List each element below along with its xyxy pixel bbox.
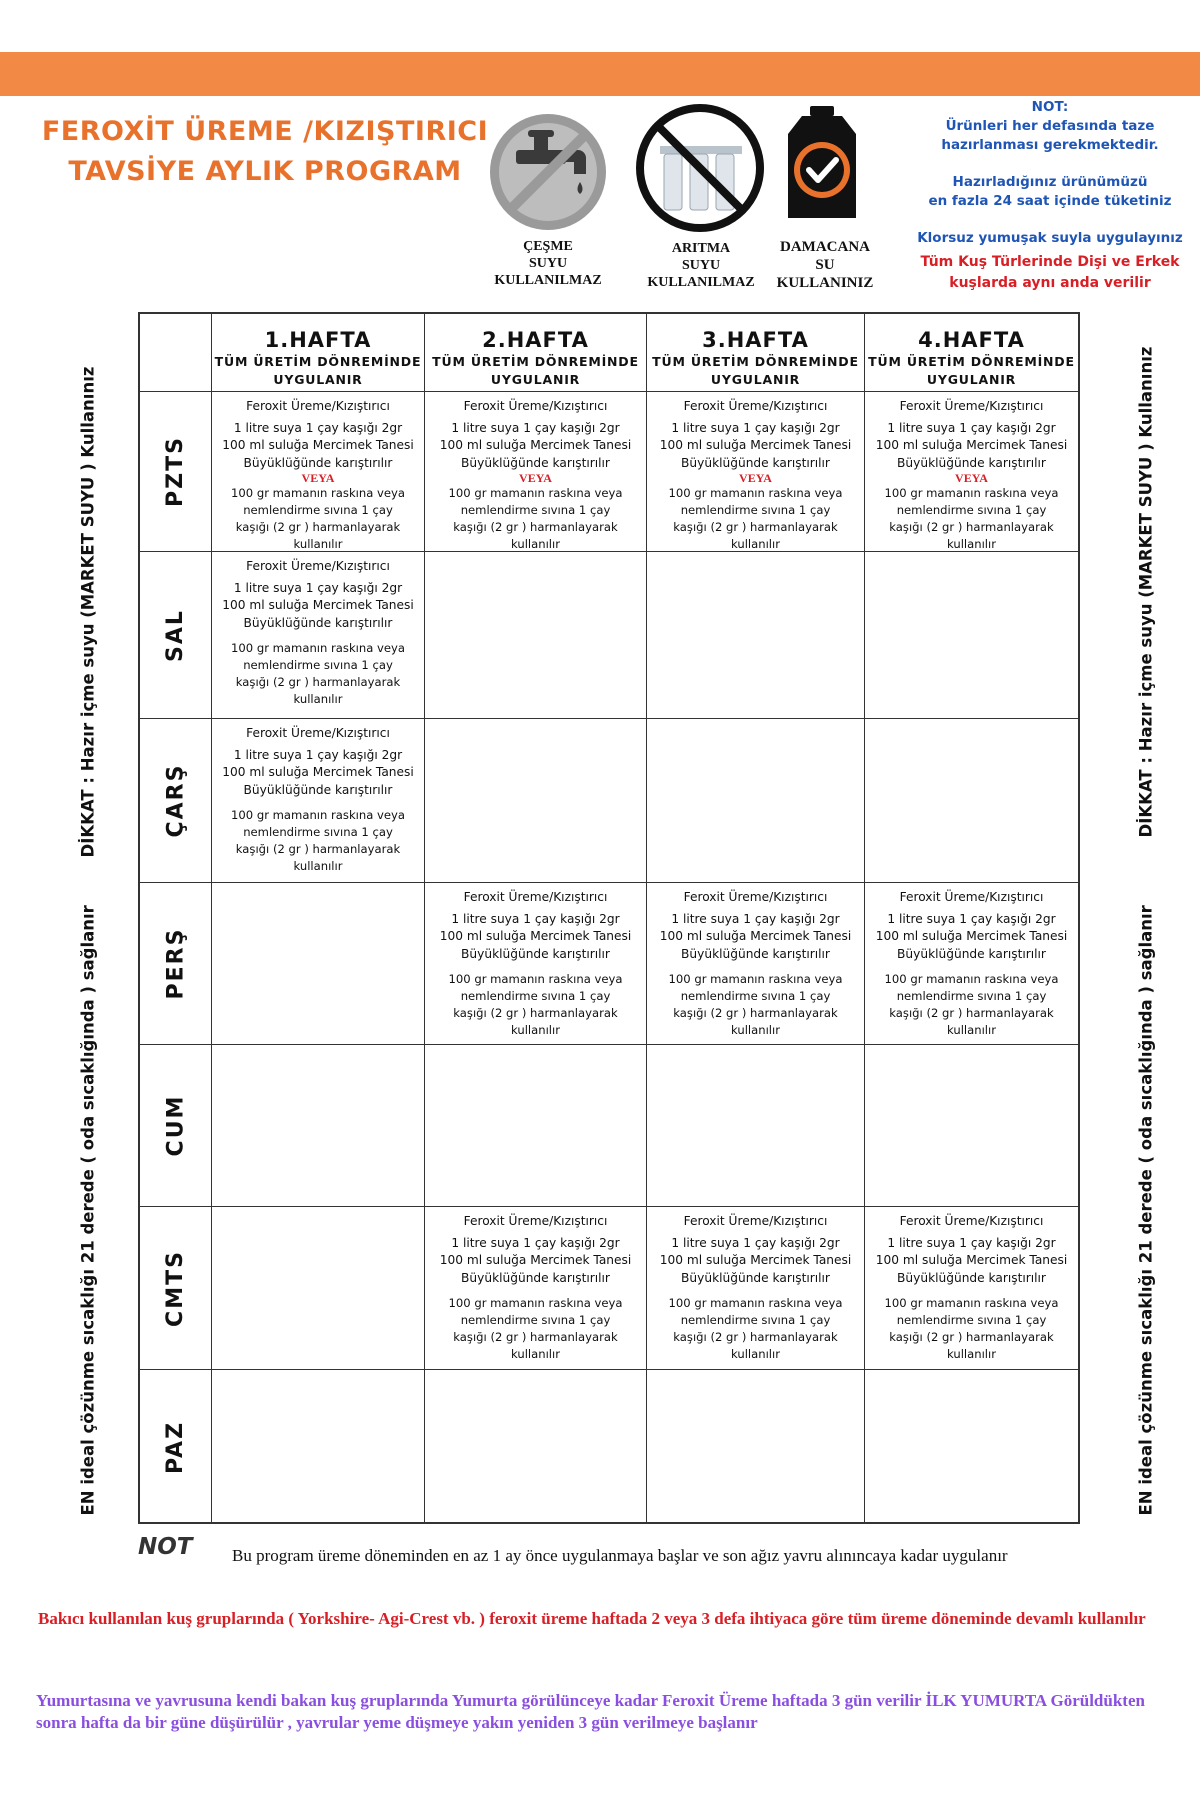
water-jug-label — [765, 238, 885, 292]
instruction-cell — [647, 392, 865, 552]
mix-line-1: 100 gr mamanın raskına veya — [231, 808, 405, 822]
tap-label-line-2: SUYU — [528, 256, 568, 271]
dose-line-3: Büyüklüğünde karıştırılır — [461, 946, 610, 961]
dose-line-2: 100 ml suluğa Mercimek Tanesi — [875, 1253, 1068, 1267]
week-header-2 — [425, 314, 647, 392]
mix-line-1: 100 gr mamanın raskına veya — [884, 972, 1059, 986]
mix-line-3: kaşığı (2 gr ) harmanlayarak — [453, 520, 618, 534]
filter-label-line-2: SUYU — [681, 258, 721, 273]
product-name: Feroxit Üreme/Kızıştırıcı — [899, 1214, 1044, 1228]
week-label: 4.HAFTA — [918, 328, 1025, 352]
side-note-right-top: DİKKAT : Hazır içme suyu (MARKET SUYU ) Kullanınız — [1136, 346, 1156, 838]
empty-cell — [212, 1370, 425, 1524]
notes-line-5: Klorsuz yumuşak suyla uygulayınız — [917, 230, 1183, 246]
day-label: CMTS — [163, 1249, 189, 1327]
dose-line-3: Büyüklüğünde karıştırılır — [243, 455, 393, 470]
filter-water-forbidden-icon — [632, 100, 768, 236]
dose-line-3: Büyüklüğünde karıştırılır — [243, 782, 393, 797]
week-sub-line-2: UYGULANIR — [490, 372, 581, 387]
dose-line-3: Büyüklüğünde karıştırılır — [461, 455, 610, 470]
dosage-instructions — [865, 883, 1078, 1039]
mix-line-3: kaşığı (2 gr ) harmanlayarak — [673, 1006, 838, 1020]
dose-line-1: 1 litre suya 1 çay kaşığı 2gr — [671, 420, 840, 435]
dosage-instructions — [647, 883, 864, 1039]
empty-cell — [425, 552, 647, 719]
mix-line-2: nemlendirme sıvına 1 çay — [460, 989, 611, 1003]
mix-line-2: nemlendirme sıvına 1 çay — [243, 825, 393, 839]
mix-line-4: kullanılır — [730, 1023, 781, 1037]
mix-line-2: nemlendirme sıvına 1 çay — [243, 658, 393, 672]
empty-cell — [865, 719, 1078, 883]
instruction-cell — [647, 1207, 865, 1370]
product-name: Feroxit Üreme/Kızıştırıcı — [246, 726, 390, 740]
day-label: PZTS — [163, 436, 188, 507]
mix-line-4: kullanılır — [510, 1023, 561, 1037]
week-label: 3.HAFTA — [702, 328, 809, 352]
notes-red-line-1: Tüm Kuş Türlerinde Dişi ve Erkek — [920, 254, 1180, 270]
instruction-cell — [212, 392, 425, 552]
mix-line-3: kaşığı (2 gr ) harmanlayarak — [889, 1006, 1054, 1020]
mix-line-4: kullanılır — [730, 1347, 781, 1361]
mix-line-2: nemlendirme sıvına 1 çay — [680, 1313, 831, 1327]
empty-cell — [212, 1045, 425, 1207]
dosage-instructions — [865, 392, 1078, 552]
dose-line-1: 1 litre suya 1 çay kaşığı 2gr — [887, 420, 1056, 435]
side-note-left-bottom: EN ideal çözünme sıcaklığı 21 derede ( oda sıcaklığında ) sağlanır — [78, 905, 98, 1516]
empty-cell — [212, 883, 425, 1045]
footer-not-label: NOT — [138, 1534, 193, 1560]
dose-line-3: Büyüklüğünde karıştırılır — [681, 946, 830, 961]
dosage-instructions — [212, 719, 424, 875]
notes-line-2: hazırlanması gerekmektedir. — [941, 137, 1159, 153]
dose-line-3: Büyüklüğünde karıştırılır — [897, 946, 1046, 961]
mix-line-2: nemlendirme sıvına 1 çay — [680, 989, 831, 1003]
keeper-birds-note: Bakıcı kullanılan kuş gruplarında ( Yorkshire- Agi-Crest vb. ) feroxit üreme haftada 2 veya 3 defa ihtiyaca göre tüm üreme döneminde devamlı kullanılır — [38, 1609, 1146, 1628]
top-banner — [0, 52, 1200, 96]
product-name: Feroxit Üreme/Kızıştırıcı — [683, 399, 828, 413]
dose-line-2: 100 ml suluğa Mercimek Tanesi — [222, 765, 414, 779]
dose-line-2: 100 ml suluğa Mercimek Tanesi — [439, 929, 632, 943]
schedule-table — [138, 312, 1080, 1524]
instruction-cell — [865, 883, 1078, 1045]
instruction-cell — [865, 1207, 1078, 1370]
empty-cell — [865, 552, 1078, 719]
mix-line-3: kaşığı (2 gr ) harmanlayarak — [889, 520, 1054, 534]
mix-line-1: 100 gr mamanın raskına veya — [231, 641, 405, 655]
dose-line-1: 1 litre suya 1 çay kaşığı 2gr — [671, 1235, 840, 1250]
week-label: 1.HAFTA — [264, 328, 372, 352]
empty-cell — [212, 1207, 425, 1370]
or-label: VEYA — [739, 471, 772, 485]
mix-line-1: 100 gr mamanın raskına veya — [884, 486, 1059, 500]
product-name: Feroxit Üreme/Kızıştırıcı — [463, 1214, 608, 1228]
mix-line-2: nemlendirme sıvına 1 çay — [460, 503, 611, 517]
mix-line-2: nemlendirme sıvına 1 çay — [243, 503, 393, 517]
mix-line-3: kaşığı (2 gr ) harmanlayarak — [889, 1330, 1054, 1344]
jug-label-line-2: SU — [815, 257, 835, 273]
or-label: VEYA — [301, 471, 335, 485]
day-label-cell — [140, 1045, 212, 1207]
mix-line-4: kullanılır — [946, 1023, 997, 1037]
notes-heading: NOT: — [1031, 99, 1069, 115]
mix-line-3: kaşığı (2 gr ) harmanlayarak — [673, 1330, 838, 1344]
notes-line-3: Hazırladığınız ürünümüzü — [952, 174, 1148, 190]
water-jug-approved-icon — [782, 104, 862, 222]
title-line-1: FEROXİT ÜREME /KIZIŞTIRICI — [41, 116, 489, 147]
tap-water-forbidden-icon — [486, 110, 610, 234]
mix-line-4: kullanılır — [730, 537, 781, 551]
notes-red-text — [905, 252, 1195, 294]
dose-line-3: Büyüklüğünde karıştırılır — [681, 455, 830, 470]
mix-line-2: nemlendirme sıvına 1 çay — [460, 1313, 611, 1327]
mix-line-3: kaşığı (2 gr ) harmanlayarak — [235, 842, 401, 856]
dose-line-2: 100 ml suluğa Mercimek Tanesi — [875, 929, 1068, 943]
dosage-instructions — [647, 392, 864, 552]
product-name: Feroxit Üreme/Kızıştırıcı — [899, 890, 1044, 904]
mix-line-1: 100 gr mamanın raskına veya — [668, 1296, 843, 1310]
dosage-instructions — [425, 883, 646, 1039]
day-label-cell — [140, 719, 212, 883]
empty-cell — [425, 1370, 647, 1524]
dosage-instructions — [212, 552, 424, 708]
dose-line-2: 100 ml suluğa Mercimek Tanesi — [222, 438, 414, 452]
mix-line-1: 100 gr mamanın raskına veya — [231, 486, 405, 500]
dosage-instructions — [865, 1207, 1078, 1363]
dose-line-1: 1 litre suya 1 çay kaşığı 2gr — [671, 911, 840, 926]
notes-line-4: en fazla 24 saat içinde tüketiniz — [928, 193, 1172, 209]
product-name: Feroxit Üreme/Kızıştırıcı — [899, 399, 1044, 413]
tap-label-line-1: ÇEŞME — [523, 239, 573, 254]
page-title — [30, 112, 500, 192]
instruction-cell — [425, 883, 647, 1045]
mix-line-2: nemlendirme sıvına 1 çay — [896, 503, 1047, 517]
week-sub-line-1: TÜM ÜRETİM DÖNREMİNDE — [214, 354, 422, 369]
title-line-2: TAVSİYE AYLIK PROGRAM — [68, 156, 462, 187]
filter-label-line-1: ARITMA — [671, 241, 731, 256]
empty-cell — [425, 719, 647, 883]
mix-line-3: kaşığı (2 gr ) harmanlayarak — [235, 675, 401, 689]
instruction-cell — [425, 392, 647, 552]
empty-cell — [647, 552, 865, 719]
mix-line-2: nemlendirme sıvına 1 çay — [896, 989, 1047, 1003]
dosage-instructions — [647, 1207, 864, 1363]
mix-line-1: 100 gr mamanın raskına veya — [668, 486, 843, 500]
instruction-cell — [865, 392, 1078, 552]
dose-line-1: 1 litre suya 1 çay kaşığı 2gr — [451, 911, 620, 926]
day-label-cell — [140, 1370, 212, 1524]
empty-cell — [425, 1045, 647, 1207]
notes-panel — [905, 98, 1195, 294]
week-label: 2.HAFTA — [482, 328, 589, 352]
empty-cell — [647, 1045, 865, 1207]
mix-line-4: kullanılır — [946, 1347, 997, 1361]
product-name: Feroxit Üreme/Kızıştırıcı — [683, 1214, 828, 1228]
mix-line-4: kullanılır — [510, 1347, 561, 1361]
product-name: Feroxit Üreme/Kızıştırıcı — [246, 559, 390, 573]
dose-line-1: 1 litre suya 1 çay kaşığı 2gr — [233, 580, 403, 595]
day-label-cell — [140, 552, 212, 719]
day-label: PERŞ — [163, 927, 188, 1000]
dose-line-2: 100 ml suluğa Mercimek Tanesi — [659, 929, 852, 943]
day-label: CUM — [163, 1094, 188, 1157]
self-rearing-birds-note: Yumurtasına ve yavrusuna kendi bakan kuş gruplarında Yumurta görülünceye kadar Feroxit Üreme haftada 3 gün verilir İLK YUMURTA Görüldükten sonra hafta da bir güne düşürülür , yavrular yeme düşmeye yakın yeniden 3 gün verilmeye başlanır — [36, 1691, 1145, 1732]
tap-water-label — [480, 238, 616, 289]
mix-line-3: kaşığı (2 gr ) harmanlayarak — [235, 520, 401, 534]
dose-line-1: 1 litre suya 1 çay kaşığı 2gr — [233, 420, 403, 435]
mix-line-1: 100 gr mamanın raskına veya — [448, 486, 623, 500]
instruction-cell — [647, 883, 865, 1045]
week-header-3 — [647, 314, 865, 392]
dose-line-2: 100 ml suluğa Mercimek Tanesi — [222, 598, 414, 612]
mix-line-3: kaşığı (2 gr ) harmanlayarak — [453, 1330, 618, 1344]
mix-line-4: kullanılır — [946, 537, 997, 551]
dose-line-1: 1 litre suya 1 çay kaşığı 2gr — [451, 420, 620, 435]
notes-line-1: Ürünleri her defasında taze — [945, 118, 1155, 134]
jug-label-line-3: KULLANINIZ — [776, 275, 874, 291]
mix-line-1: 100 gr mamanın raskına veya — [448, 1296, 623, 1310]
dose-line-2: 100 ml suluğa Mercimek Tanesi — [439, 438, 632, 452]
product-name: Feroxit Üreme/Kızıştırıcı — [463, 399, 608, 413]
week-sub-line-1: TÜM ÜRETİM DÖNREMİNDE — [652, 354, 859, 369]
week-sub-line-2: UYGULANIR — [926, 372, 1017, 387]
mix-line-1: 100 gr mamanın raskına veya — [884, 1296, 1059, 1310]
day-label-cell — [140, 1207, 212, 1370]
day-label: ÇARŞ — [163, 763, 188, 838]
footer-not-text: Bu program üreme döneminden en az 1 ay önce uygulanmaya başlar ve son ağız yavru alınıncaya kadar uygulanır — [232, 1546, 1008, 1565]
dose-line-1: 1 litre suya 1 çay kaşığı 2gr — [887, 911, 1056, 926]
dose-line-1: 1 litre suya 1 çay kaşığı 2gr — [451, 1235, 620, 1250]
empty-cell — [865, 1370, 1078, 1524]
empty-cell — [865, 1045, 1078, 1207]
jug-label-line-1: DAMACANA — [780, 239, 870, 255]
dosage-instructions — [425, 392, 646, 552]
mix-line-2: nemlendirme sıvına 1 çay — [896, 1313, 1047, 1327]
mix-line-3: kaşığı (2 gr ) harmanlayarak — [673, 520, 838, 534]
dose-line-3: Büyüklüğünde karıştırılır — [461, 1270, 610, 1285]
week-sub-line-1: TÜM ÜRETİM DÖNREMİNDE — [432, 354, 639, 369]
dose-line-2: 100 ml suluğa Mercimek Tanesi — [659, 438, 852, 452]
day-label: SAL — [162, 608, 188, 662]
week-sub-line-1: TÜM ÜRETİM DÖNREMİNDE — [868, 354, 1075, 369]
week-sub-line-2: UYGULANIR — [273, 372, 363, 387]
filter-label-line-3: KULLANILMAZ — [647, 275, 755, 290]
dosage-instructions — [212, 392, 424, 552]
dose-line-3: Büyüklüğünde karıştırılır — [897, 455, 1046, 470]
dose-line-2: 100 ml suluğa Mercimek Tanesi — [659, 1253, 852, 1267]
week-header-4 — [865, 314, 1078, 392]
day-label-cell — [140, 392, 212, 552]
side-note-right-bottom: EN ideal çözünme sıcaklığı 21 derede ( oda sıcaklığında ) sağlanır — [1136, 905, 1156, 1516]
mix-line-1: 100 gr mamanın raskına veya — [668, 972, 843, 986]
mix-line-4: kullanılır — [293, 859, 343, 873]
dose-line-3: Büyüklüğünde karıştırılır — [681, 1270, 830, 1285]
dose-line-3: Büyüklüğünde karıştırılır — [243, 615, 393, 630]
filter-water-label — [636, 240, 766, 291]
dose-line-2: 100 ml suluğa Mercimek Tanesi — [875, 438, 1068, 452]
product-name: Feroxit Üreme/Kızıştırıcı — [246, 399, 390, 413]
mix-line-1: 100 gr mamanın raskına veya — [448, 972, 623, 986]
mix-line-4: kullanılır — [293, 537, 343, 551]
mix-line-2: nemlendirme sıvına 1 çay — [680, 503, 831, 517]
dose-line-2: 100 ml suluğa Mercimek Tanesi — [439, 1253, 632, 1267]
dose-line-1: 1 litre suya 1 çay kaşığı 2gr — [887, 1235, 1056, 1250]
mix-line-4: kullanılır — [510, 537, 561, 551]
table-corner-cell — [140, 314, 212, 392]
dosage-instructions — [425, 1207, 646, 1363]
or-label: VEYA — [955, 471, 988, 485]
week-header-1 — [212, 314, 425, 392]
instruction-cell — [212, 719, 425, 883]
instruction-cell — [425, 1207, 647, 1370]
week-sub-line-2: UYGULANIR — [710, 372, 801, 387]
tap-label-line-3: KULLANILMAZ — [494, 273, 602, 288]
instruction-cell — [212, 552, 425, 719]
empty-cell — [647, 1370, 865, 1524]
side-note-left-top: DİKKAT : Hazır içme suyu (MARKET SUYU ) Kullanınız — [78, 366, 98, 858]
notes-red-line-2: kuşlarda aynı anda verilir — [949, 275, 1151, 291]
or-label: VEYA — [519, 471, 552, 485]
day-label-cell — [140, 883, 212, 1045]
day-label: PAZ — [163, 1420, 188, 1474]
product-name: Feroxit Üreme/Kızıştırıcı — [463, 890, 608, 904]
empty-cell — [647, 719, 865, 883]
dose-line-1: 1 litre suya 1 çay kaşığı 2gr — [233, 747, 403, 762]
mix-line-4: kullanılır — [293, 692, 343, 706]
mix-line-3: kaşığı (2 gr ) harmanlayarak — [453, 1006, 618, 1020]
product-name: Feroxit Üreme/Kızıştırıcı — [683, 890, 828, 904]
dose-line-3: Büyüklüğünde karıştırılır — [897, 1270, 1046, 1285]
